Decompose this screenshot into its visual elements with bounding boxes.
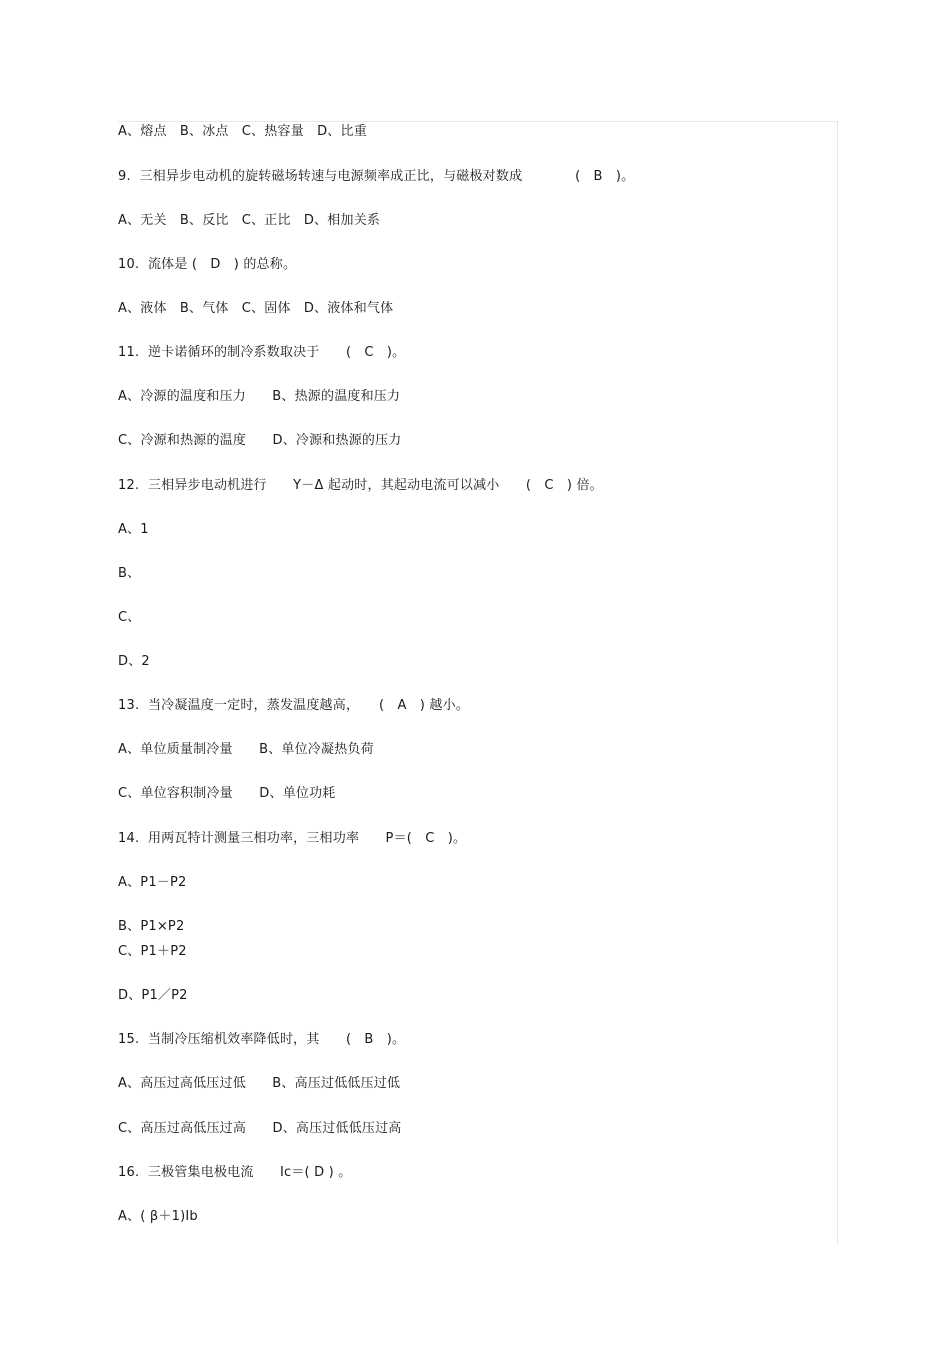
q15-options-cd: C、高压过高低压过高 D、高压过低低压过高 [118, 1121, 402, 1136]
q14-option-d: D、P1／P2 [118, 988, 188, 1003]
q12-option-b: B、 [118, 566, 141, 581]
q10-options: A、液体 B、气体 C、固体 D、液体和气体 [118, 301, 394, 316]
q16-option-a: A、( β＋1)Ib [118, 1209, 198, 1224]
q11-question: 11. 逆卡诺循环的制冷系数取决于 ( C )。 [118, 345, 406, 360]
q9-options: A、无关 B、反比 C、正比 D、相加关系 [118, 213, 381, 228]
q8-options: A、熔点 B、冰点 C、热容量 D、比重 [118, 124, 367, 139]
q12-option-a: A、1 [118, 522, 149, 537]
q14-option-c: C、P1＋P2 [118, 944, 187, 959]
q14-question: 14. 用两瓦特计测量三相功率，三相功率 P＝( C )。 [118, 831, 467, 846]
q12-question: 12. 三相异步电动机进行 Y－Δ 起动时，其起动电流可以减小 ( C ) 倍。 [118, 478, 603, 493]
q9-question: 9. 三相异步电动机的旋转磁场转速与电源频率成正比，与磁极对数成 ( B )。 [118, 169, 635, 184]
q13-options-cd: C、单位容积制冷量 D、单位功耗 [118, 786, 336, 801]
q14-option-b: B、P1×P2 [118, 919, 185, 934]
q15-options-ab: A、高压过高低压过低 B、高压过低低压过低 [118, 1076, 401, 1091]
q12-option-c: C、 [118, 610, 141, 625]
q13-options-ab: A、单位质量制冷量 B、单位冷凝热负荷 [118, 742, 374, 757]
q12-option-d: D、2 [118, 654, 150, 669]
q10-question: 10. 流体是 ( D ) 的总称。 [118, 257, 297, 272]
q13-question: 13. 当冷凝温度一定时，蒸发温度越高， ( A ) 越小。 [118, 698, 470, 713]
q15-question: 15. 当制冷压缩机效率降低时，其 ( B )。 [118, 1032, 406, 1047]
q16-question: 16. 三极管集电极电流 Ic＝( D ) 。 [118, 1165, 352, 1180]
q11-options-cd: C、冷源和热源的温度 D、冷源和热源的压力 [118, 433, 402, 448]
q11-options-ab: A、冷源的温度和压力 B、热源的温度和压力 [118, 389, 401, 404]
q14-option-a: A、P1－P2 [118, 875, 187, 890]
page-border-right [837, 121, 838, 1244]
page-border-top [118, 121, 838, 122]
